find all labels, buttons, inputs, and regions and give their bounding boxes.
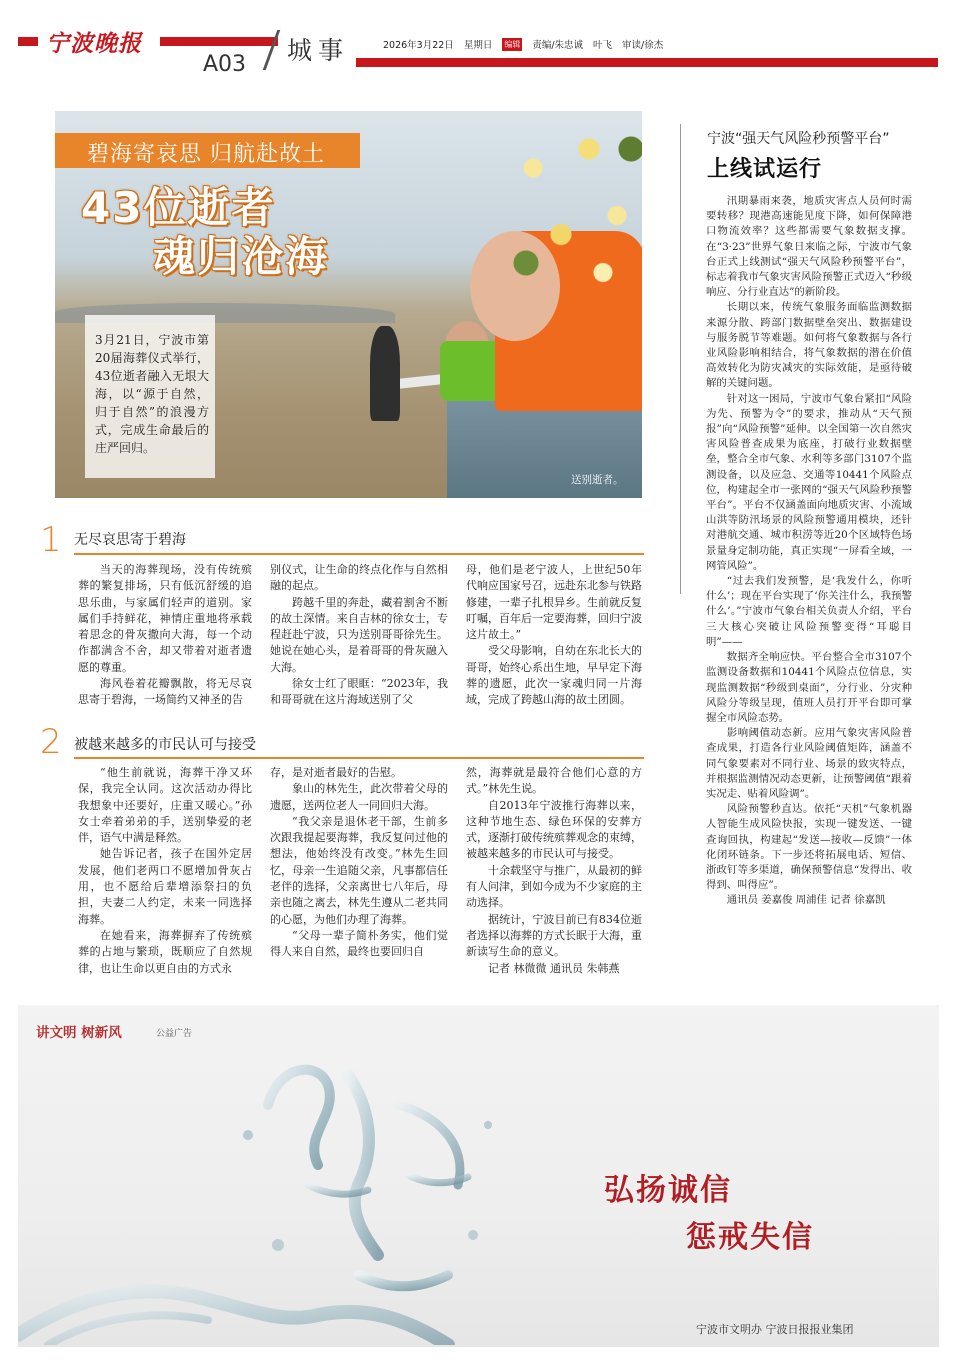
section-rule — [74, 757, 644, 759]
paragraph: 别仪式，让生命的终点化作与自然相融的起点。 — [270, 563, 448, 593]
section-number: 1 — [40, 520, 62, 560]
ad-headline-line-1: 弘扬诚信 — [604, 1173, 732, 1208]
photo-caption: 3月21日，宁波市第20届海葬仪式举行，43位逝者融入无垠大海，以“源于自然，归于自然”的浪漫方式，完成生命最后的庄严回归。 — [95, 333, 209, 455]
section-title: 无尽哀思寄于碧海 — [74, 532, 186, 548]
paragraph: 据统计，宁波目前已有834位逝者选择以海葬的方式长眠于大海，重新读写生命的意义。 — [466, 912, 642, 959]
paragraph: 影响阈值动态新。应用气象灾害风险普查成果，打造各行业风险阈值矩阵，涵盖不同气象要素对不同行业、场景的致灾特点，并根据监测情况动态更新，让预警阈值“跟着实况走、贴着风险调”。 — [706, 727, 912, 800]
section-name: 城事 — [287, 36, 350, 65]
section2-column-3 — [466, 765, 642, 977]
paragraph: 然，海葬就是最符合他们心意的方式。”林先生说。 — [466, 766, 642, 796]
water-splash-face-illustration — [18, 1045, 578, 1345]
lead-photo — [55, 111, 642, 498]
masthead-bar — [18, 37, 38, 46]
paragraph: 针对这一困局，宁波市气象台紧扣“风险为先、预警为令”的要求，推动从“天气预报”向“风险预警”延伸。以全国第一次自然灾害风险普查成果为底座，打破行业数据壁垒，整合全市气象、水利等多部门3107个监测设备，以及应急、交通等10441个风险点位，构建起全市一张网的“强天气风险秒预警平台”。平台不仅涵盖面向地质灾害、小流域山洪等防汛场景的风险预警通用模块，还针对港航交通、城市积涝等近20个区域特色场景量身定制功能，真正实现“一屏看全域，一网管风险”。 — [706, 392, 912, 572]
paragraph: 当天的海葬现场，没有传统殡葬的繁复排场，只有低沉舒缓的追思乐曲，与家属们轻声的道别。家属们手持鲜花，神情庄重地将承载着思念的骨灰撒向大海，每一个动作都满含不舍，却又带着对逝者遗愿的尊重。 — [78, 563, 252, 674]
newspaper-logo: 宁波晚报 — [46, 30, 142, 57]
section-title: 被越来越多的市民认可与接受 — [74, 737, 256, 753]
paragraph: 海风卷着花瓣飘散，将无尽哀思寄于碧海，一场简约又神圣的告 — [78, 677, 252, 707]
ad-tag: 公益广告 — [156, 1029, 193, 1039]
paragraph: 在她看来，海葬摒弃了传统殡葬的占地与繁琐，既顺应了自然规律，也让生命以更自由的方式永 — [78, 928, 252, 975]
section1-column-2 — [270, 562, 448, 709]
article-byline: 记者 林微微 通讯员 朱韩燕 — [488, 961, 620, 975]
issue-weekday: 星期日 — [463, 40, 493, 51]
headline-kicker: 碧海寄哀思 归航赴故土 — [87, 142, 325, 167]
issue-date: 2026年3月22日 — [383, 40, 454, 51]
section-number: 2 — [40, 722, 62, 762]
section2-column-2 — [270, 765, 448, 961]
page-number: A03 — [203, 52, 247, 77]
side-story-kicker: 宁波“强天气风险秒预警平台” — [707, 131, 890, 147]
photo-flower-wreath — [505, 111, 642, 301]
photo-caption-box — [85, 315, 215, 478]
paragraph: 象山的林先生，此次带着父母的遗愿，送两位老人一同回归大海。 — [270, 782, 448, 812]
ad-slogan: 讲文明 树新风 — [36, 1025, 122, 1041]
divider-slash — [263, 30, 281, 70]
paragraph: 徐女士红了眼眶：“2023年，我和哥哥就在这片海域送别了父 — [270, 677, 448, 707]
paragraph: 风险预警秒直达。依托“天机”气象机器人智能生成风险快报，实现一键发送、一键查询回执，构建起“发送—接收—反馈”一体化闭环链条。下一步还将拓展电话、短信、浙政钉等多渠道，确保预警信息“发得出、收得到、叫得应”。 — [706, 803, 912, 892]
headline-kicker-band — [55, 133, 360, 168]
ad-headline-line-2: 惩戒失信 — [686, 1220, 814, 1255]
paragraph: 母，他们是老宁波人，上世纪50年代响应国家号召，远赴东北参与铁路修建，一辈子扎根异乡。生前就反复叮嘱，百年后一定要海葬，回归宁波这片故土。” — [466, 563, 642, 642]
paragraph: “他生前就说，海葬干净又环保，我完全认同。这次活动办得比我想象中还要好，庄重又暖心。”孙女士牵着弟弟的手，送别挚爱的老伴，语气中满是释然。 — [78, 766, 252, 845]
side-story-body — [706, 194, 912, 909]
column-divider — [680, 124, 681, 594]
issue-info — [383, 37, 663, 51]
designer-name: 叶飞 — [593, 40, 613, 51]
paragraph: 受父母影响，自幼在东北长大的哥哥，始终心系出生地，早早定下海葬的遗愿，此次一家魂归同一片海域，完成了跨越山海的故土团圆。 — [466, 644, 642, 707]
photo-credit: 送别逝者。 — [571, 474, 624, 486]
masthead-bar — [160, 37, 278, 46]
paragraph: 跨越千里的奔赴，藏着割舍不断的故土深情。来自吉林的徐女士，专程赶赴宁波，只为送别哥哥徐先生。她说在她心头，是着哥哥的骨灰融入大海。 — [270, 595, 448, 674]
paragraph: 她告诉记者，孩子在国外定居发展，他们老两口不愿增加骨灰占用，也不愿给后辈增添祭扫的负担，夫妻二人约定，未来一同选择海葬。 — [78, 847, 252, 926]
photo-green-bag — [440, 341, 500, 401]
paragraph: 数据齐全响应快。平台整合全市3107个监测设备数据和10441个风险点位信息，实现监测数据“秒级到桌面”，分行业、分灾种风险分等级呈现，值班人员打开平台即可掌握全市风险态势。 — [706, 651, 912, 724]
paragraph: 存，是对逝者最好的告慰。 — [270, 766, 402, 779]
paragraph: “我父亲是退休老干部，生前多次跟我提起要海葬，我反复问过他的想法，他始终没有改变。”林先生回忆，母亲一生追随父亲，凡事都信任老伴的选择，父亲离世七八年后，母亲也随之离去，林先生遵从二老共同的心愿，为他们办理了海葬。 — [270, 814, 448, 926]
section2-column-1 — [78, 765, 252, 977]
headline-line-1: 43位逝者 — [81, 183, 276, 232]
section-rule — [74, 553, 644, 555]
paragraph: 汛期暴雨来袭，地质灾害点人员何时需要转移？现港高速能见度下降，如何保障港口物流效率？这些都需要气象数据支撑。在“3·23”世界气象日来临之际，宁波市气象台正式上线测试“强天气风险秒预警平台”，标志着我市气象灾害风险预警正式迈入“秒级响应、分行业直达”的新阶段。 — [706, 195, 912, 299]
paragraph: “父母一辈子简朴务实，他们觉得人来自自然，最终也要回归自 — [270, 928, 448, 959]
paragraph: “过去我们发预警，是‘我发什么，你听什么’；现在平台实现了‘你关注什么，我预警什么’。”宁波市气象台相关负责人介绍，平台三大核心突破让风险预警变得“耳聪目明”—— — [706, 575, 912, 648]
masthead-rule — [356, 58, 938, 67]
editor-badge: 编辑 — [504, 39, 521, 49]
article-byline: 通讯员 姜嘉俊 周浦佳 记者 徐嘉凯 — [726, 894, 886, 907]
masthead — [0, 0, 956, 78]
proofreader-name: 审读/徐杰 — [622, 40, 664, 51]
paragraph: 十余载坚守与推广，从最初的鲜有人问津，到如今成为不少家庭的主动选择。 — [466, 863, 642, 910]
side-story-title: 上线试运行 — [707, 157, 823, 182]
editor-name: 责编/朱忠诚 — [532, 40, 584, 51]
ad-sponsors: 宁波市文明办 宁波日报报业集团 — [696, 1323, 854, 1336]
headline-line-2: 魂归沧海 — [153, 232, 330, 281]
public-service-ad — [18, 1005, 939, 1347]
section1-column-1 — [78, 562, 252, 709]
paragraph: 长期以来，传统气象服务面临监测数据来源分散、跨部门数据壁垒突出、数据建设与服务脱节等难题。如何将气象数据与各行业风险影响相结合，将气象数据的潜在价值高效转化为防灾减灾的实际效能，是亟待破解的关键问题。 — [706, 301, 912, 390]
photo-mourner — [370, 326, 400, 421]
paragraph: 自2013年宁波推行海葬以来，这种节地生态、绿色环保的安葬方式，逐渐打破传统殡葬观念的束缚，被越来越多的市民认可与接受。 — [466, 798, 642, 861]
section1-column-3 — [466, 562, 642, 709]
